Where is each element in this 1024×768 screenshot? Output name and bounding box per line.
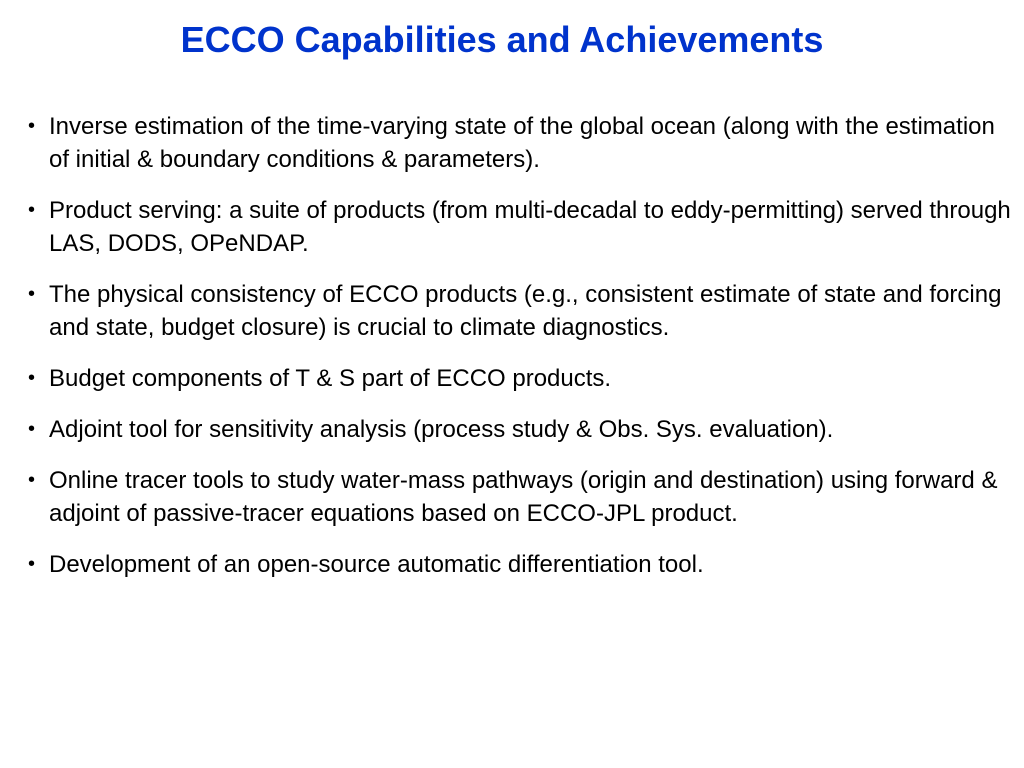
bullet-item — [28, 278, 1013, 344]
bullet-item — [28, 110, 1013, 176]
bullet-icon: • — [28, 283, 36, 305]
bullet-item — [28, 464, 1013, 530]
bullet-item — [28, 362, 1013, 395]
bullet-icon: • — [28, 367, 36, 389]
bullet-text: The physical consistency of ECCO products (e.g., consistent estimate of state and forcing and state, budget closure) is crucial to climate diagnostics. — [49, 281, 1002, 341]
bullet-item — [28, 548, 1013, 581]
bullet-text: Budget components of T & S part of ECCO products. — [49, 365, 612, 392]
bullet-icon: • — [28, 553, 36, 575]
bullet-list — [28, 110, 1013, 599]
bullet-icon: • — [28, 418, 36, 440]
bullet-item — [28, 413, 1013, 446]
bullet-icon: • — [28, 199, 36, 221]
bullet-item — [28, 194, 1013, 260]
bullet-icon: • — [28, 115, 36, 137]
bullet-text: Inverse estimation of the time-varying state of the global ocean (along with the estimation of initial & boundary conditions & parameters). — [49, 113, 995, 173]
bullet-text: Product serving: a suite of products (from multi-decadal to eddy-permitting) served through LAS, DODS, OPeNDAP. — [49, 197, 1011, 257]
bullet-text: Adjoint tool for sensitivity analysis (process study & Obs. Sys. evaluation). — [49, 416, 834, 443]
bullet-text: Development of an open-source automatic differentiation tool. — [49, 551, 704, 578]
bullet-icon: • — [28, 469, 36, 491]
slide-title: ECCO Capabilities and Achievements — [180, 19, 824, 60]
bullet-text: Online tracer tools to study water-mass pathways (origin and destination) using forward & adjoint of passive-tracer equations based on ECCO-JPL product. — [49, 467, 998, 527]
